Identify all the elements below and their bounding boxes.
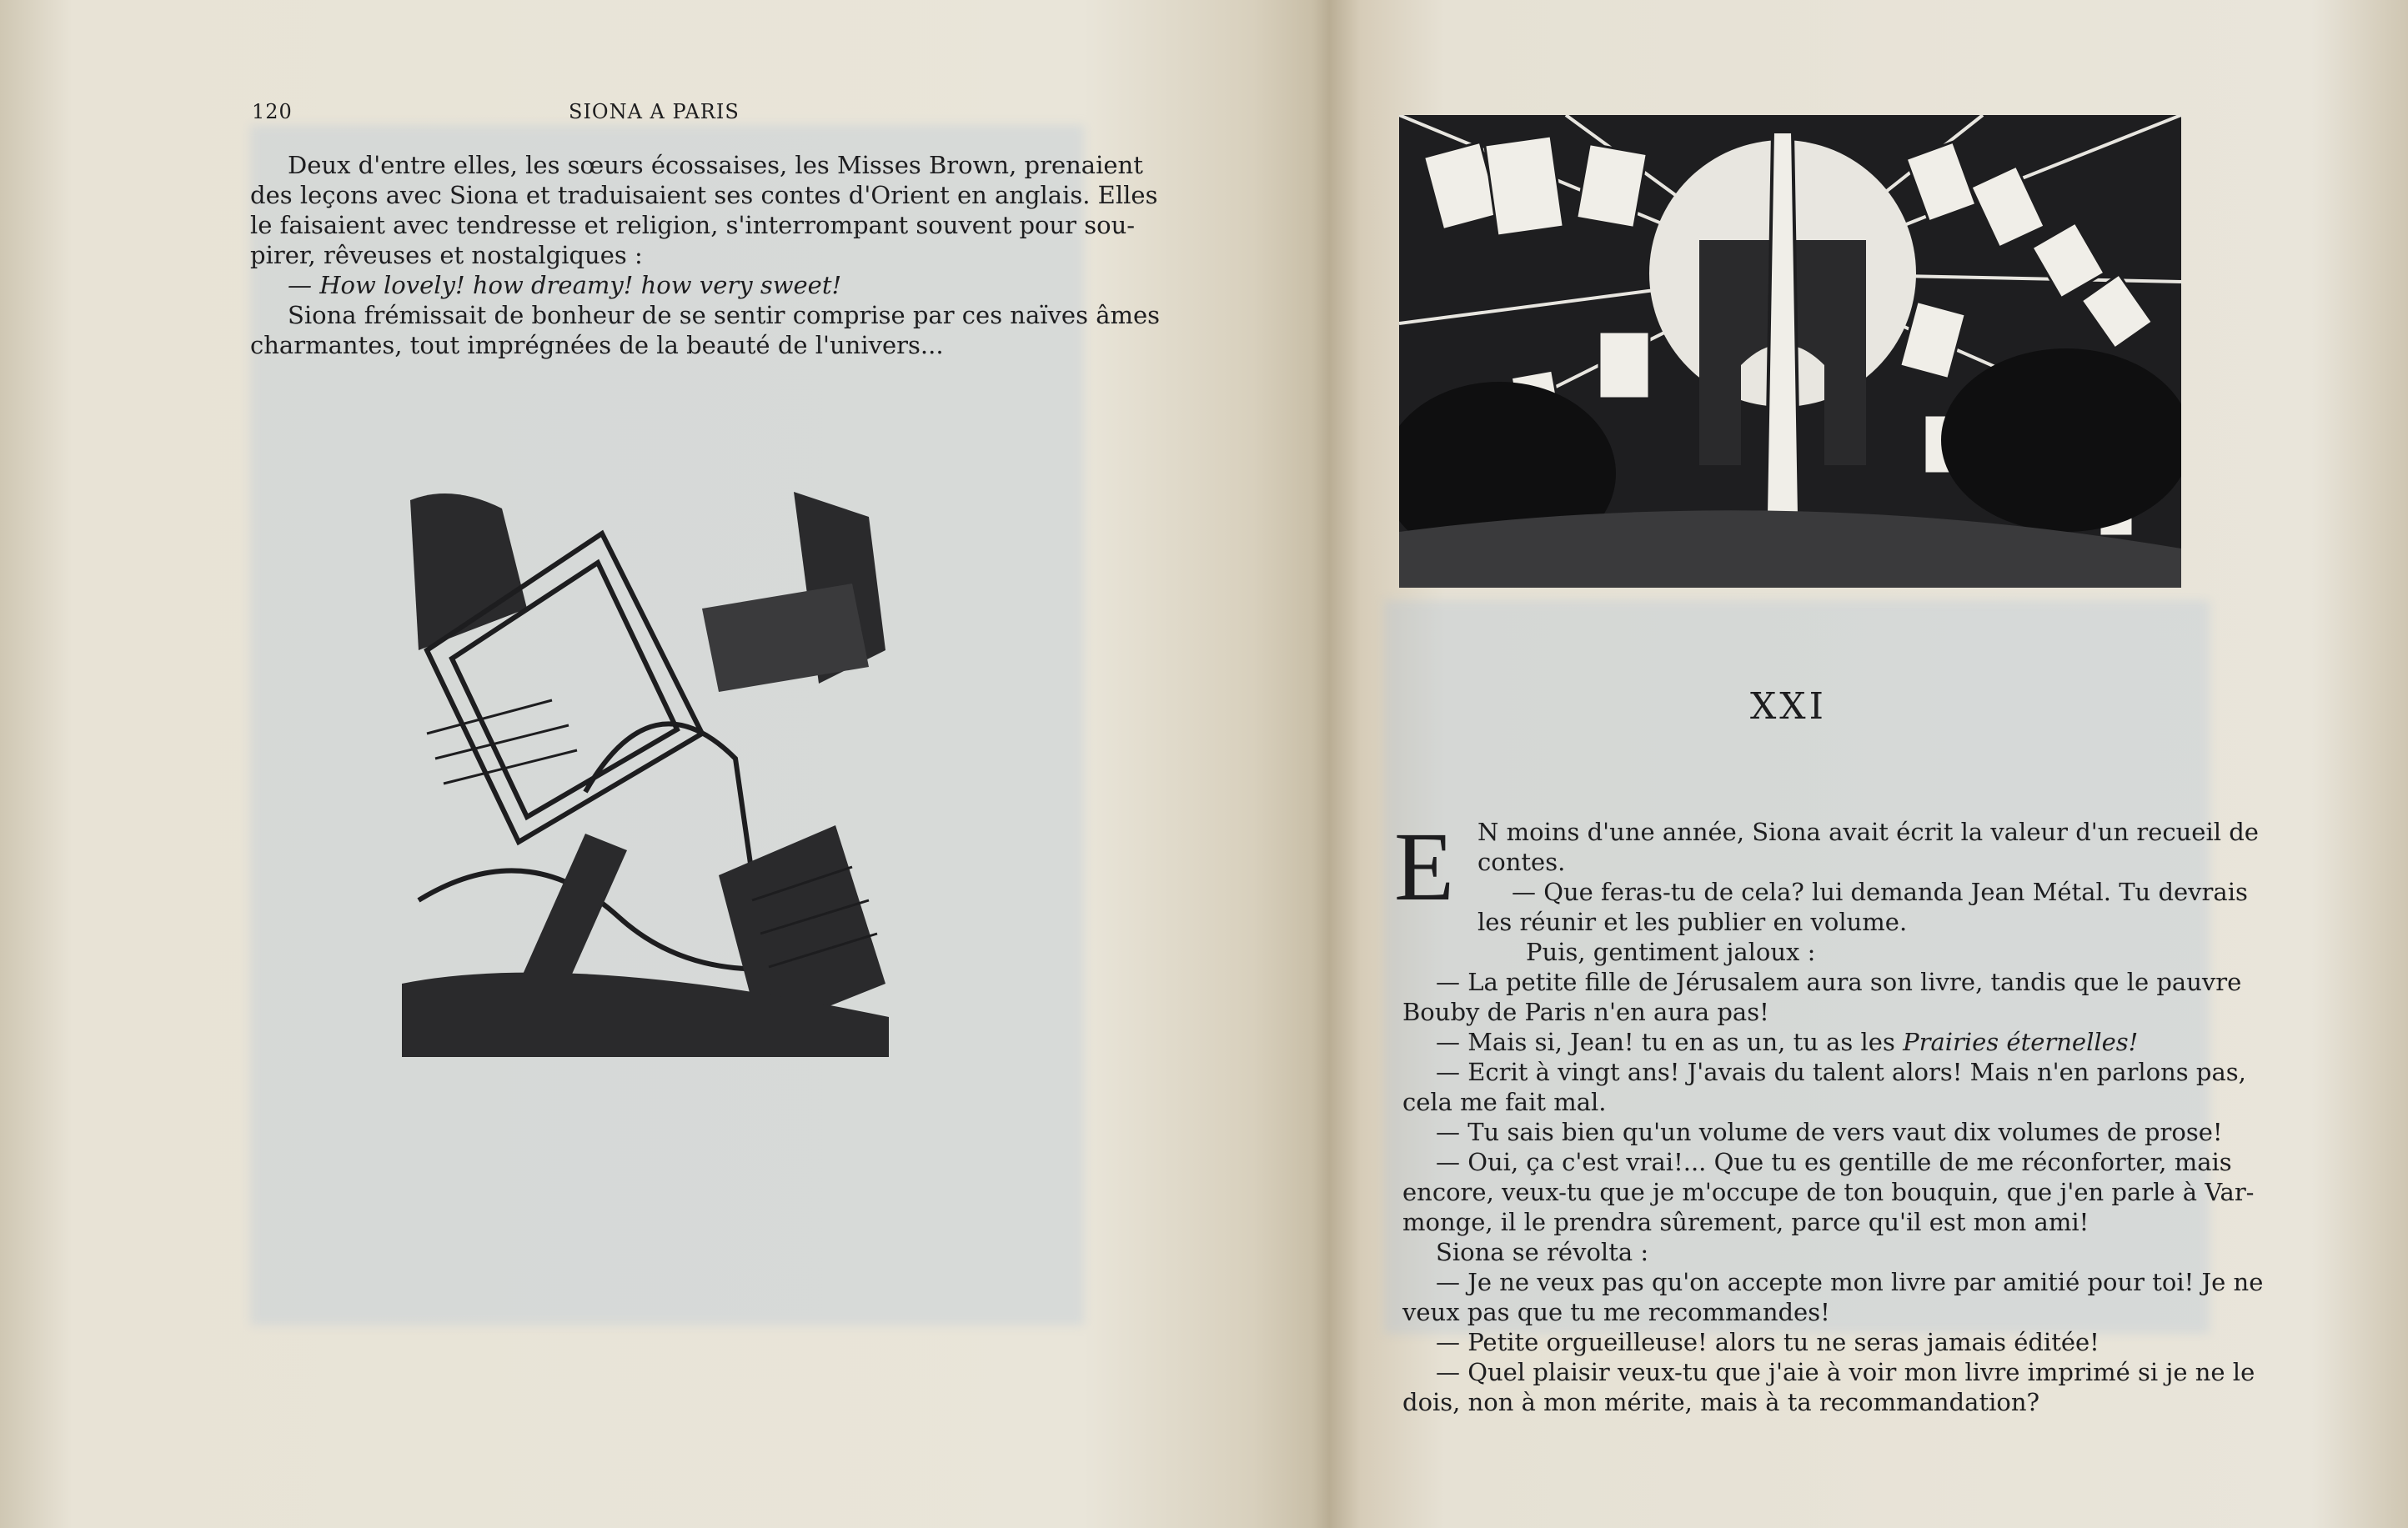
text-line: les réunir et les publier en volume. [1477, 908, 1908, 936]
text-line: — Je ne veux pas qu'on accepte mon livre par amitié pour toi! Je ne [1436, 1268, 2264, 1296]
text-line: veux pas que tu me recommandes! [1402, 1298, 1830, 1326]
text-line: dois, non à mon mérite, mais à ta recommandation? [1402, 1388, 2040, 1416]
text-line: Deux d'entre elles, les sœurs écossaises, les Misses Brown, prenaient [288, 151, 1143, 179]
text-line: le faisaient avec tendresse et religion, s'interrompant souvent pour sou- [250, 211, 1136, 239]
text-line: pirer, rêveuses et nostalgiques : [250, 241, 643, 269]
drop-cap: E [1394, 812, 1455, 921]
text-span: — Mais si, Jean! tu en as un, tu as les [1436, 1028, 1904, 1056]
woodcut-illustration-books [402, 483, 889, 1057]
running-head: SIONA A PARIS [569, 100, 740, 123]
text-line: — Tu sais bien qu'un volume de vers vaut dix volumes de prose! [1436, 1118, 2223, 1146]
text-line: encore, veux-tu que je m'occupe de ton bouquin, que j'en parle à Var- [1402, 1178, 2255, 1206]
text-line: — Oui, ça c'est vrai!... Que tu es gentille de me réconforter, mais [1436, 1148, 2232, 1176]
text-line [1436, 1027, 2263, 1057]
text-line: Siona se révolta : [1436, 1238, 1649, 1266]
text-line: — Quel plaisir veux-tu que j'aie à voir mon livre imprimé si je ne le [1436, 1358, 2255, 1386]
text-line: — Que feras-tu de cela? lui demanda Jean Métal. Tu devrais [1512, 878, 2248, 906]
text-line: — La petite fille de Jérusalem aura son livre, tandis que le pauvre [1436, 968, 2242, 996]
text-line: Siona frémissait de bonheur de se sentir comprise par ces naïves âmes [288, 301, 1161, 329]
book-title: Prairies éternelles! [1903, 1028, 2139, 1056]
chapter-number: XXI [1749, 685, 1828, 728]
text-line [288, 270, 1115, 300]
text-line: — Petite orgueilleuse! alors tu ne seras jamais éditée! [1436, 1328, 2099, 1356]
text-line: N moins d'une année, Siona avait écrit la valeur d'un recueil de [1477, 818, 2259, 846]
text-line: monge, il le prendra sûrement, parce qu'il est mon ami! [1402, 1208, 2089, 1236]
text-line: Puis, gentiment jaloux : [1526, 938, 1816, 966]
page-number: 120 [252, 100, 293, 123]
text-line: des leçons avec Siona et traduisaient ses contes d'Orient en anglais. Elles [250, 181, 1158, 209]
text-line: cela me fait mal. [1402, 1088, 1607, 1116]
text-line: contes. [1477, 848, 1566, 876]
text-line: Bouby de Paris n'en aura pas! [1402, 998, 1769, 1026]
text-line: — Ecrit à vingt ans! J'avais du talent alors! Mais n'en parlons pas, [1436, 1058, 2246, 1086]
woodcut-illustration-arc-de-triomphe [1399, 115, 2181, 588]
text-line: charmantes, tout imprégnées de la beauté de l'univers... [250, 331, 944, 359]
italic-quote: — How lovely! how dreamy! how very sweet! [288, 271, 842, 299]
